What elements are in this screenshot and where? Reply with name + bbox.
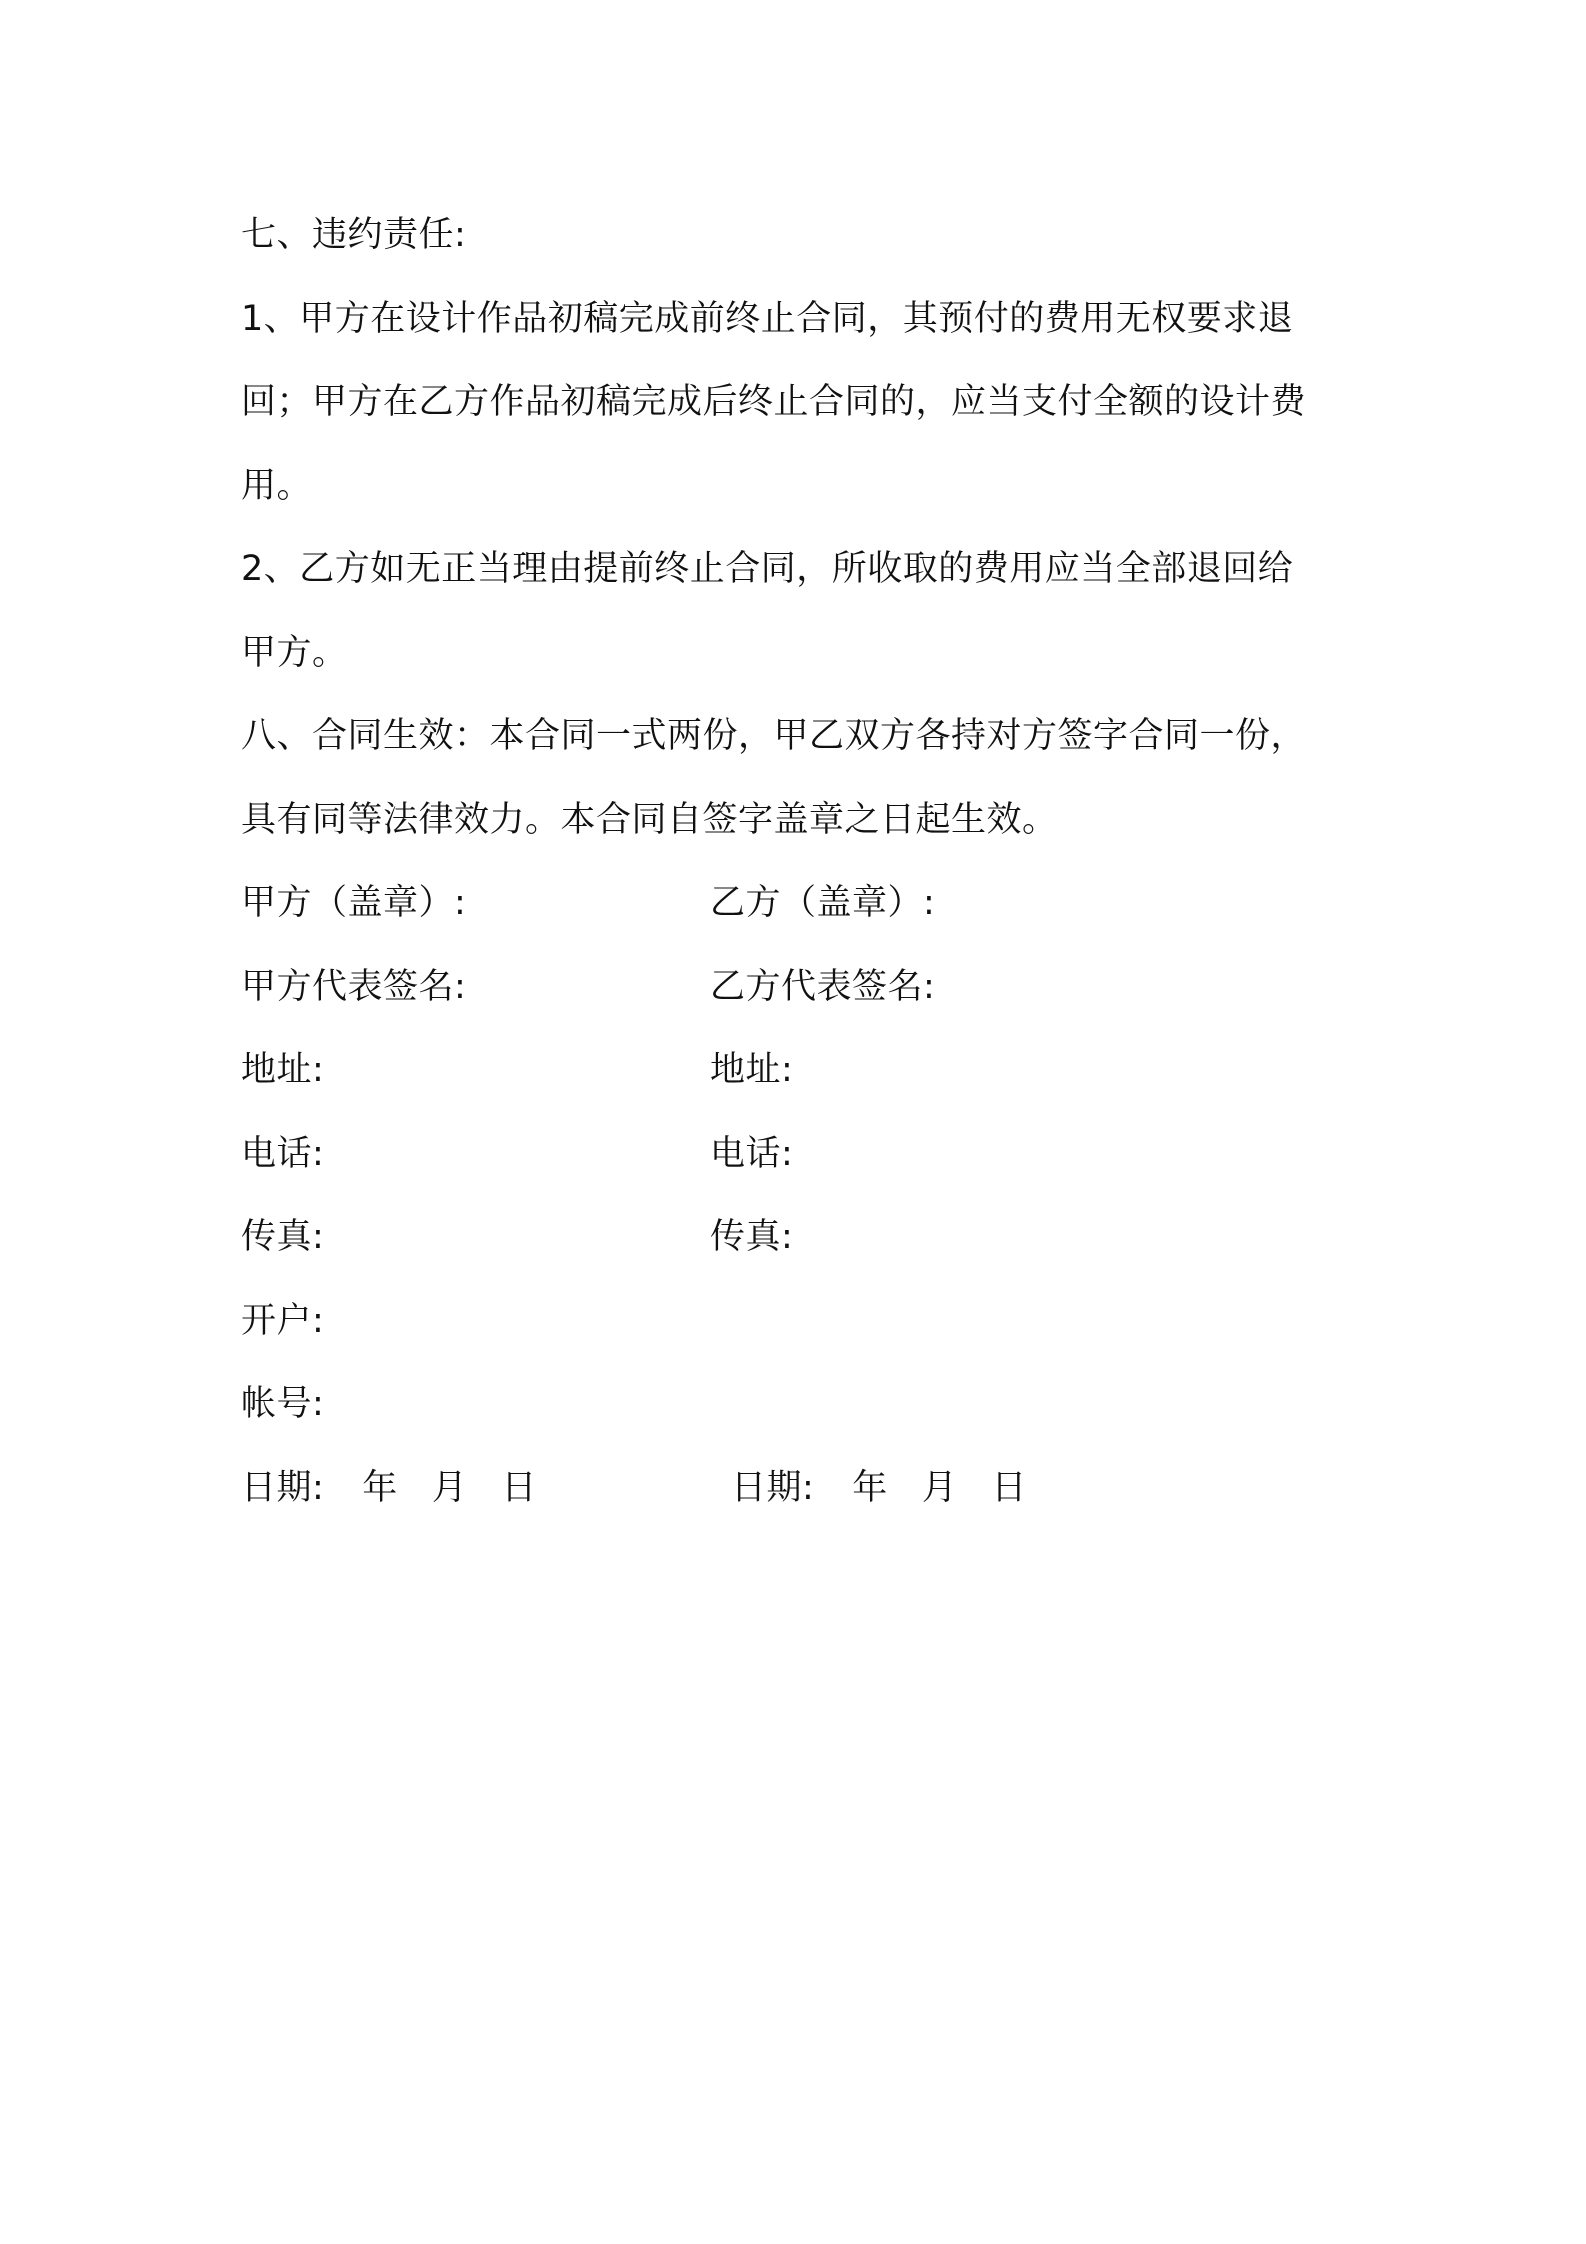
party-b-date <box>731 1447 1027 1531</box>
party-b-address-label: 地址: <box>710 1050 794 1090</box>
party-b-seal-label: 乙方（盖章）: <box>710 883 936 923</box>
party-b-fax-label: 传真: <box>710 1217 794 1257</box>
party-a-date-year: 年 <box>362 1467 398 1508</box>
party-a-date-month: 月 <box>431 1467 468 1508</box>
party-a-fax-label: 传真: <box>241 1217 325 1257</box>
fax-row <box>241 1196 1361 1280</box>
section-7-item-2-line-1: 2、乙方如无正当理由提前终止合同，所收取的费用应当全部退回给 <box>241 549 1294 589</box>
party-a-date-day: 日 <box>501 1467 537 1508</box>
section-7-item-1-line-1: 1、甲方在设计作品初稿完成前终止合同，其预付的费用无权要求退 <box>241 298 1294 339</box>
party-b-date-label: 日期: <box>731 1467 815 1508</box>
party-a-address-label: 地址: <box>241 1050 325 1090</box>
party-a-date <box>241 1447 537 1531</box>
seal-row <box>241 862 1361 946</box>
party-a-seal-label: 甲方（盖章）: <box>241 883 467 923</box>
party-b-date-month: 月 <box>921 1467 958 1508</box>
bank-label: 开户: <box>241 1300 325 1341</box>
date-row <box>241 1447 1361 1531</box>
party-b-date-day: 日 <box>991 1467 1027 1508</box>
section-7-item-2-line-2: 甲方。 <box>241 632 348 673</box>
party-b-rep-label: 乙方代表签名: <box>710 966 936 1007</box>
address-row <box>241 1029 1361 1113</box>
section-8-line-1: 八、合同生效：本合同一式两份，甲乙双方各持对方签字合同一份， <box>241 716 1307 756</box>
party-b-phone-label: 电话: <box>710 1133 794 1174</box>
section-8-line-2: 具有同等法律效力。本合同自签字盖章之日起生效。 <box>241 799 1058 840</box>
bank-row <box>241 1280 1361 1364</box>
section-7-item-1-line-2: 回；甲方在乙方作品初稿完成后终止合同的，应当支付全额的设计费 <box>241 382 1307 422</box>
contract-content <box>241 194 1361 1530</box>
section-7-item-1-line-3: 用。 <box>241 465 313 506</box>
account-label: 帐号: <box>241 1384 325 1424</box>
party-a-rep-label: 甲方代表签名: <box>241 966 467 1007</box>
representative-row <box>241 946 1361 1030</box>
account-row <box>241 1363 1361 1447</box>
party-a-phone-label: 电话: <box>241 1133 325 1174</box>
phone-row <box>241 1113 1361 1197</box>
section-7-heading: 七、违约责任: <box>241 215 467 255</box>
party-a-date-label: 日期: <box>241 1467 325 1508</box>
party-b-date-year: 年 <box>852 1467 888 1508</box>
